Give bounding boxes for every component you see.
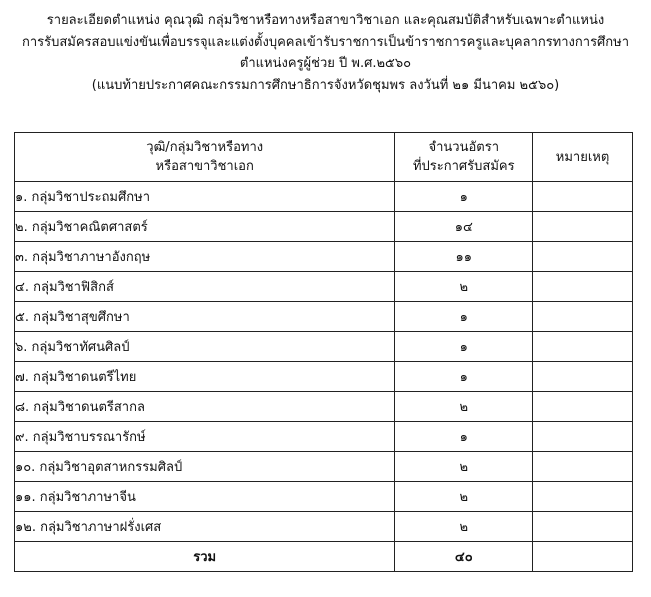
column-header-count: จำนวนอัตรา ที่ประกาศรับสมัคร — [395, 133, 533, 182]
column-header-remark: หมายเหตุ — [533, 133, 633, 182]
count-cell: ๑๔ — [395, 212, 533, 242]
table-header-row — [15, 133, 633, 182]
table-row — [15, 212, 633, 242]
remark-cell — [533, 362, 633, 392]
subject-cell: ๑๒. กลุ่มวิชาภาษาฝรั่งเศส — [15, 512, 395, 542]
count-cell: ๑ — [395, 302, 533, 332]
total-label: รวม — [15, 542, 395, 572]
subject-cell: ๕. กลุ่มวิชาสุขศึกษา — [15, 302, 395, 332]
remark-cell — [533, 212, 633, 242]
table-row — [15, 482, 633, 512]
subject-cell: ๔. กลุ่มวิชาฟิสิกส์ — [15, 272, 395, 302]
table-row — [15, 242, 633, 272]
header-line-2: การรับสมัครสอบแข่งขันเพื่อบรรจุและแต่งตั้งบุคคลเข้ารับราชการเป็นข้าราชการครูและบุคลากรทางการศึกษา — [21, 34, 630, 50]
table-row — [15, 512, 633, 542]
subject-cell: ๙. กลุ่มวิชาบรรณารักษ์ — [15, 422, 395, 452]
subject-cell: ๑๑. กลุ่มวิชาภาษาจีน — [15, 482, 395, 512]
total-remark-cell — [533, 542, 633, 572]
subject-cell: ๗. กลุ่มวิชาดนตรีไทย — [15, 362, 395, 392]
subject-cell: ๓. กลุ่มวิชาภาษาอังกฤษ — [15, 242, 395, 272]
remark-cell — [533, 452, 633, 482]
allocation-table — [14, 132, 633, 572]
count-cell: ๒ — [395, 272, 533, 302]
count-cell: ๒ — [395, 452, 533, 482]
remark-cell — [533, 332, 633, 362]
header-line-4: (แนบท้ายประกาศคณะกรรมการศึกษาธิการจังหวัดชุมพร ลงวันที่ ๒๑ มีนาคม ๒๕๖๐) — [91, 77, 560, 93]
remark-cell — [533, 392, 633, 422]
table-row — [15, 422, 633, 452]
table-row — [15, 392, 633, 422]
subject-cell: ๑๐. กลุ่มวิชาอุตสาหกรรมศิลป์ — [15, 452, 395, 482]
remark-cell — [533, 482, 633, 512]
table-row — [15, 182, 633, 212]
table-row — [15, 362, 633, 392]
remark-cell — [533, 182, 633, 212]
count-cell: ๑๑ — [395, 242, 533, 272]
subject-cell: ๑. กลุ่มวิชาประถมศึกษา — [15, 182, 395, 212]
header-line-1: รายละเอียดตำแหน่ง คุณวุฒิ กลุ่มวิชาหรือทางหรือสาขาวิชาเอก และคุณสมบัติสำหรับเฉพาะตำแหน่ง — [46, 13, 605, 28]
count-cell: ๒ — [395, 482, 533, 512]
remark-cell — [533, 272, 633, 302]
remark-cell — [533, 242, 633, 272]
count-cell: ๑ — [395, 332, 533, 362]
subject-cell: ๘. กลุ่มวิชาดนตรีสากล — [15, 392, 395, 422]
count-cell: ๒ — [395, 392, 533, 422]
remark-cell — [533, 422, 633, 452]
remark-cell — [533, 302, 633, 332]
header-line-3: ตำแหน่งครูผู้ช่วย ปี พ.ศ.๒๕๖๐ — [239, 56, 412, 71]
table-row — [15, 302, 633, 332]
subject-cell: ๖. กลุ่มวิชาทัศนศิลป์ — [15, 332, 395, 362]
table-row — [15, 332, 633, 362]
remark-cell — [533, 512, 633, 542]
subject-cell: ๒. กลุ่มวิชาคณิตศาสตร์ — [15, 212, 395, 242]
count-cell: ๒ — [395, 512, 533, 542]
table-row — [15, 272, 633, 302]
count-cell: ๑ — [395, 422, 533, 452]
column-header-subject: วุฒิ/กลุ่มวิชาหรือทาง หรือสาขาวิชาเอก — [15, 133, 395, 182]
document-header — [0, 10, 651, 96]
count-cell: ๑ — [395, 362, 533, 392]
count-cell: ๑ — [395, 182, 533, 212]
table-row — [15, 452, 633, 482]
total-row — [15, 542, 633, 572]
total-value: ๔๐ — [395, 542, 533, 572]
